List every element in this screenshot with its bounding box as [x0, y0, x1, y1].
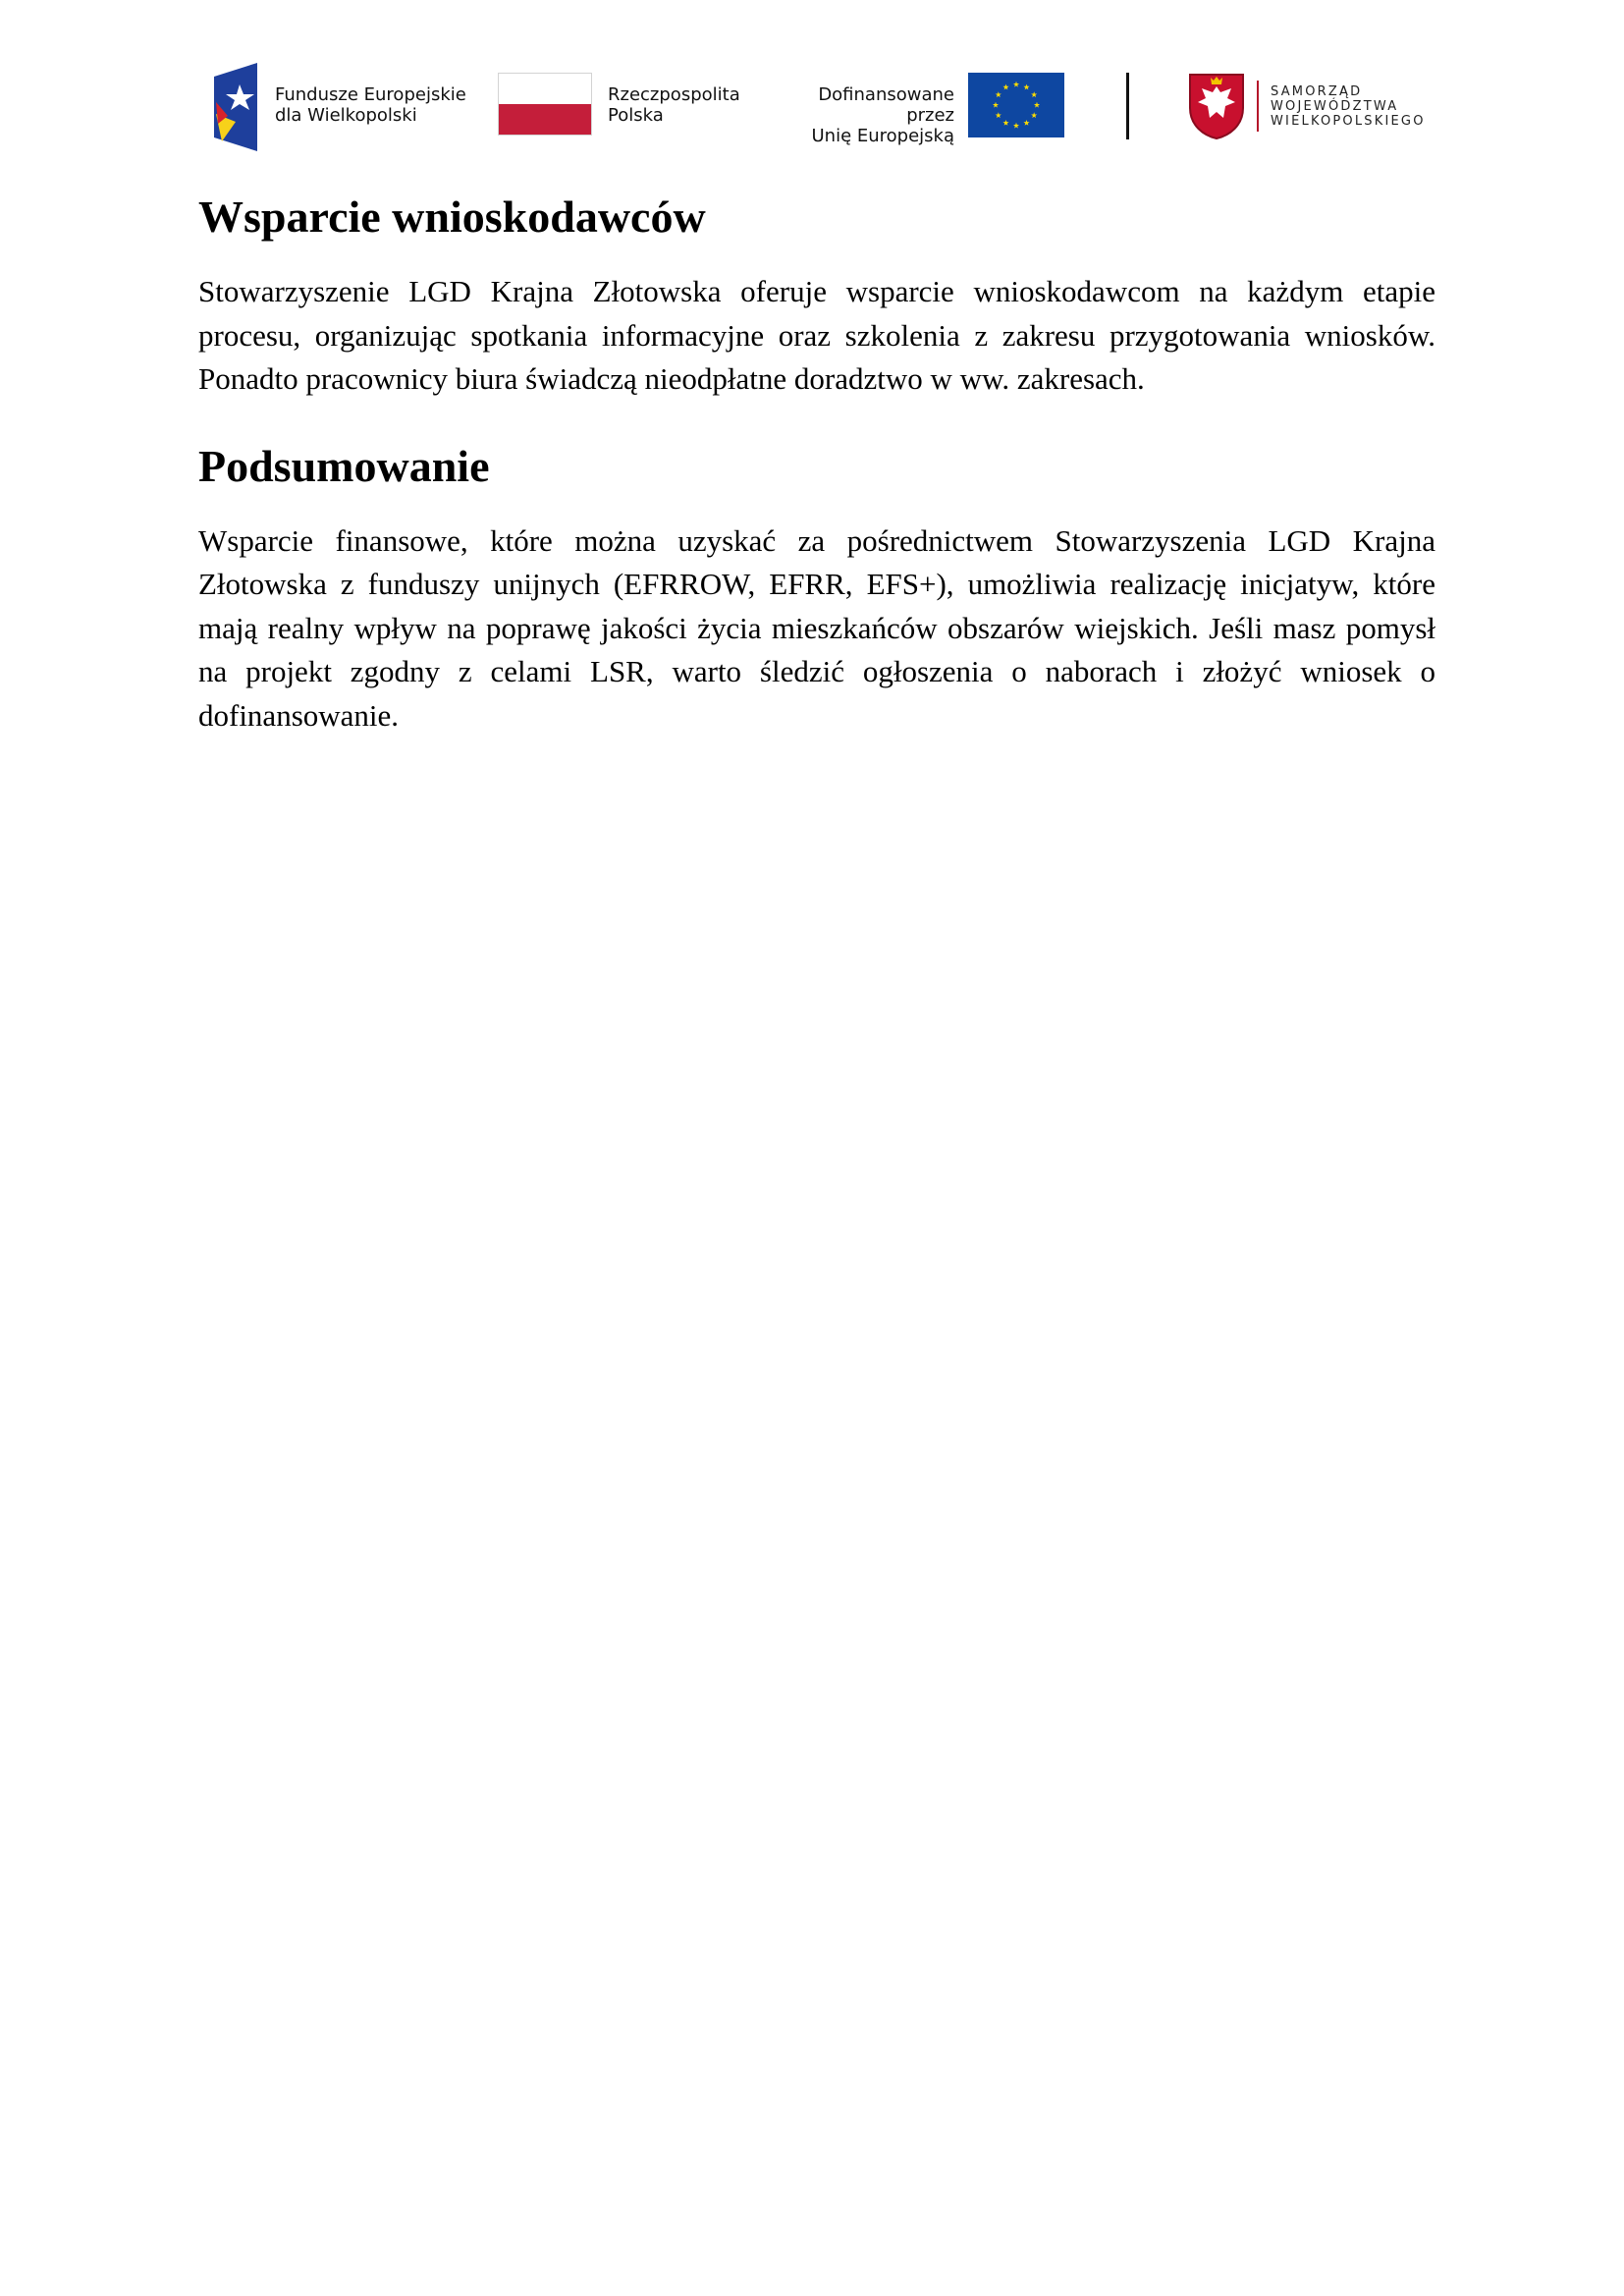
samorzad-divider: [1257, 81, 1259, 132]
section-wsparcie: [198, 191, 1435, 402]
eu-flag-icon: [968, 73, 1064, 137]
eu-cofinanced-text: Dofinansowane przez Unię Europejską: [811, 84, 954, 146]
fundusze-europejskie-star-icon: [214, 63, 261, 151]
fundusze-europejskie-text: Fundusze Europejskie dla Wielkopolski: [275, 84, 466, 126]
logo-separator: [1126, 73, 1129, 139]
document-body: [198, 191, 1435, 777]
wielkopolska-coat-of-arms-icon: [1188, 73, 1245, 139]
eu-cofinanced-logo: [772, 59, 1066, 153]
fundusze-europejskie-logo: [214, 59, 469, 153]
section-paragraph: Wsparcie finansowe, które można uzyskać za pośrednictwem Stowarzyszenia LGD Krajna Złotowska z funduszy unijnych (EFRROW, EFRR, EFS+), umożliwia realizację inicjatyw, które mają realny wpływ na poprawę jakości życia mieszkańców obszarów wiejskich. Jeśli masz pomysł na projekt zgodny z celami LSR, warto śledzić ogłoszenia o naborach i złożyć wniosek o dofinansowanie.: [198, 522, 1435, 733]
section-heading: Podsumowanie: [198, 440, 490, 491]
section-podsumowanie: [198, 441, 1435, 738]
samorzad-wojewodztwa-text: SAMORZĄD WOJEWÓDZTWA WIELKOPOLSKIEGO: [1271, 84, 1426, 129]
rzeczpospolita-polska-text: Rzeczpospolita Polska: [608, 84, 740, 126]
polish-flag-icon: [498, 73, 592, 136]
rzeczpospolita-polska-logo: [496, 59, 751, 153]
samorzad-wojewodztwa-logo: [1188, 59, 1443, 153]
section-paragraph: Stowarzyszenie LGD Krajna Złotowska oferuje wsparcie wnioskodawcom na każdym etapie procesu, organizując spotkania informacyjne oraz szkolenia z zakresu przygotowania wniosków. Ponadto pracownicy biura świadczą nieodpłatne doradztwo w ww. zakresach.: [198, 274, 1435, 396]
header-logo-strip: [0, 59, 1624, 153]
section-heading: Wsparcie wnioskodawców: [198, 191, 706, 242]
